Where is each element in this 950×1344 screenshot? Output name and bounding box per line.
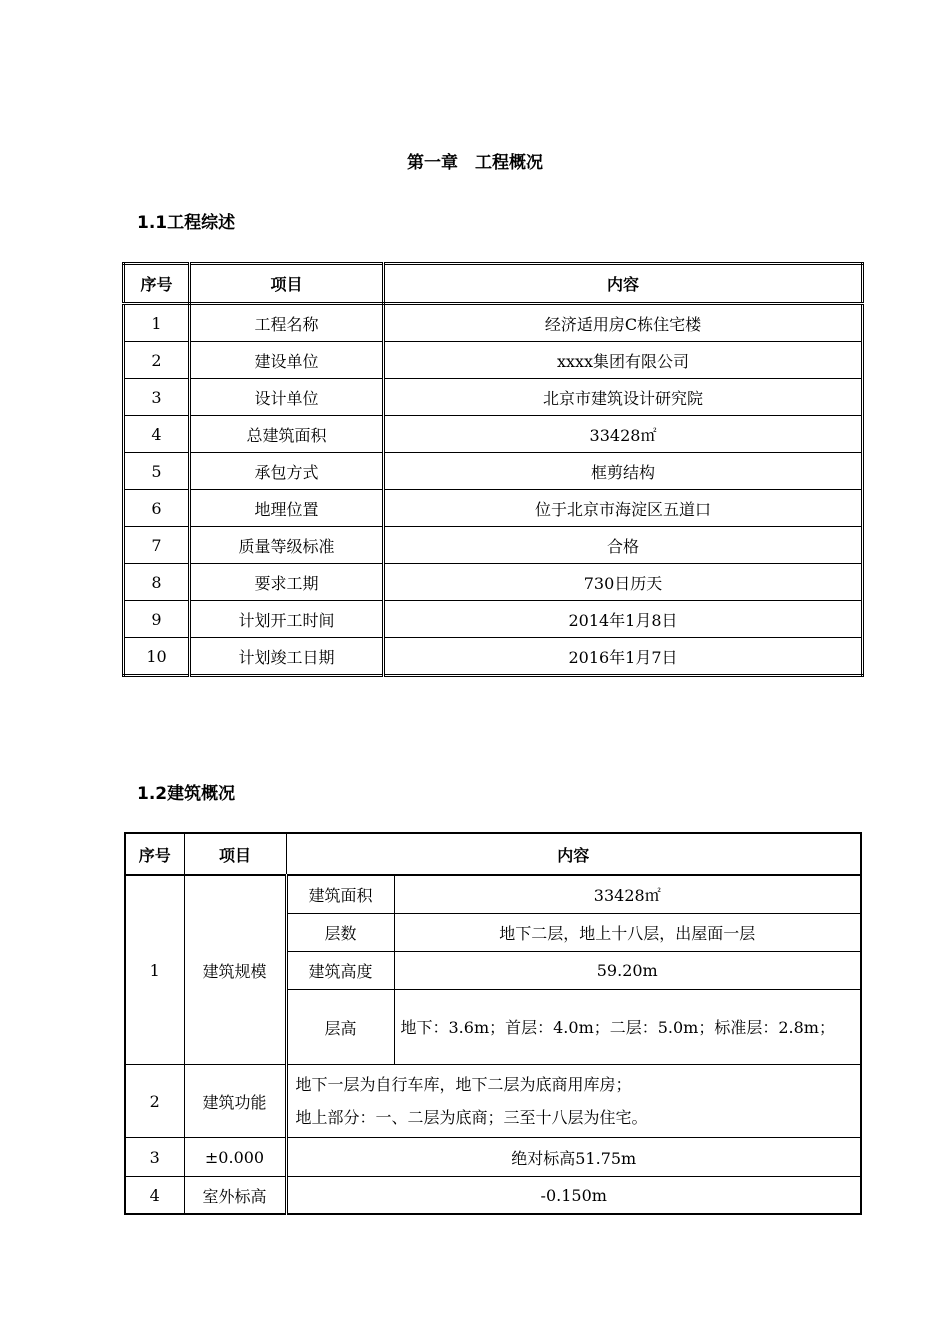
- sub-value: 地下：3.6m；首层：4.0m；二层：5.0m；标准层：2.8m；: [394, 990, 861, 1065]
- table-row: [125, 875, 861, 914]
- row-content: 33428㎡: [384, 416, 863, 453]
- row-content: 绝对标高51.75m: [286, 1138, 861, 1177]
- row-content: 2016年1月7日: [384, 638, 863, 676]
- row-item: 地理位置: [190, 490, 384, 527]
- row-index: 1: [125, 875, 184, 1065]
- row-index: 5: [124, 453, 190, 490]
- row-content: 框剪结构: [384, 453, 863, 490]
- sub-label: 建筑高度: [286, 952, 394, 990]
- row-item: 承包方式: [190, 453, 384, 490]
- header-index: 序号: [125, 833, 184, 875]
- table-row: [124, 527, 863, 564]
- row-content: 合格: [384, 527, 863, 564]
- row-item: 设计单位: [190, 379, 384, 416]
- row-item: 计划开工时间: [190, 601, 384, 638]
- function-line-1: 地下一层为自行车库，地下二层为底商用库房；: [295, 1075, 632, 1094]
- row-index: 9: [124, 601, 190, 638]
- sub-label: 层高: [286, 990, 394, 1065]
- row-index: 3: [125, 1138, 184, 1177]
- sub-label: 层数: [286, 914, 394, 952]
- header-index: 序号: [124, 264, 190, 304]
- row-item: 建筑功能: [184, 1065, 286, 1138]
- sub-value: 33428㎡: [394, 875, 861, 914]
- sub-value: 地下二层，地上十八层，出屋面一层: [394, 914, 861, 952]
- section-1-title: 1.1工程综述: [137, 213, 236, 233]
- table-row: [124, 416, 863, 453]
- row-index: 2: [125, 1065, 184, 1138]
- table-header-row: [124, 264, 863, 304]
- sub-label: 建筑面积: [286, 875, 394, 914]
- table-row: [124, 342, 863, 379]
- table-row: [124, 490, 863, 527]
- project-overview-table: [122, 262, 864, 677]
- table-row: [124, 638, 863, 676]
- table-header-row: [125, 833, 861, 875]
- header-content: 内容: [384, 264, 863, 304]
- header-content: 内容: [286, 833, 861, 875]
- row-content: 北京市建筑设计研究院: [384, 379, 863, 416]
- row-content: 730日历天: [384, 564, 863, 601]
- row-index: 6: [124, 490, 190, 527]
- row-index: 2: [124, 342, 190, 379]
- row-item: ±0.000: [184, 1138, 286, 1177]
- row-item: 要求工期: [190, 564, 384, 601]
- table-row: [124, 379, 863, 416]
- row-index: 1: [124, 304, 190, 342]
- table-row: [124, 304, 863, 342]
- row-index: 7: [124, 527, 190, 564]
- sub-value: 59.20m: [394, 952, 861, 990]
- chapter-title: 第一章 工程概况: [407, 153, 543, 173]
- row-content: xxxx集团有限公司: [384, 342, 863, 379]
- row-item: 总建筑面积: [190, 416, 384, 453]
- row-item: 质量等级标准: [190, 527, 384, 564]
- row-index: 10: [124, 638, 190, 676]
- table-row: [124, 453, 863, 490]
- row-index: 3: [124, 379, 190, 416]
- table-row: [125, 1138, 861, 1177]
- table-row: [124, 564, 863, 601]
- row-content: 经济适用房C栋住宅楼: [384, 304, 863, 342]
- row-item: 建设单位: [190, 342, 384, 379]
- table-row: [124, 601, 863, 638]
- table-row: [125, 1177, 861, 1215]
- row-index: 4: [125, 1177, 184, 1215]
- row-item: 工程名称: [190, 304, 384, 342]
- table-row: [125, 1065, 861, 1138]
- building-overview-table: [124, 832, 862, 1215]
- function-line-2: 地上部分：一、二层为底商；三至十八层为住宅。: [295, 1108, 648, 1127]
- function-description: [286, 1065, 861, 1138]
- row-content: 位于北京市海淀区五道口: [384, 490, 863, 527]
- row-item: 室外标高: [184, 1177, 286, 1215]
- row-index: 8: [124, 564, 190, 601]
- header-item: 项目: [184, 833, 286, 875]
- section-2-title: 1.2建筑概况: [137, 784, 236, 804]
- row-item: 计划竣工日期: [190, 638, 384, 676]
- row-content: 2014年1月8日: [384, 601, 863, 638]
- row-index: 4: [124, 416, 190, 453]
- row-item: 建筑规模: [184, 875, 286, 1065]
- row-content: -0.150m: [286, 1177, 861, 1215]
- header-item: 项目: [190, 264, 384, 304]
